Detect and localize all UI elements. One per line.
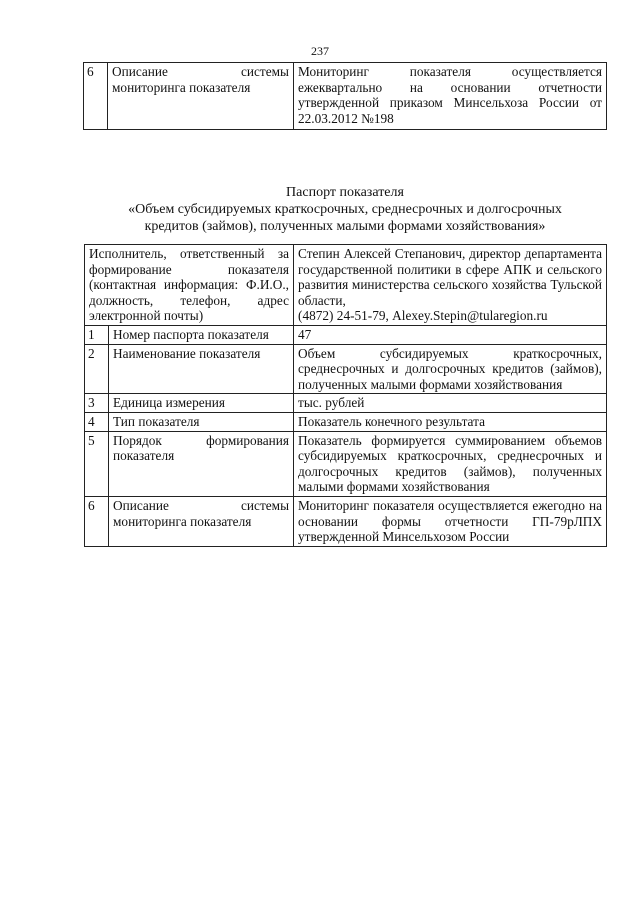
row-label: Описание системы мониторинга показателя [108, 63, 294, 130]
row-number: 5 [85, 431, 109, 496]
row-number: 6 [85, 496, 109, 546]
row-label: Порядок формирования показателя [109, 431, 294, 496]
passport-title-line: Паспорт показателя [286, 185, 404, 200]
table-row [85, 431, 607, 496]
row-number: 6 [84, 63, 108, 130]
responsible-value [294, 245, 607, 326]
responsible-name: Степин Алексей Степанович, директор департамента государственной политики в сфере АПК и сельского развития министерства сельского хозяйства Тульской области, [298, 246, 603, 308]
row-value: тыс. рублей [294, 394, 607, 413]
table-row [84, 63, 607, 130]
row-number: 4 [85, 412, 109, 431]
top-table-continuation [83, 62, 607, 130]
passport-title-line: кредитов (займов), полученных малыми формами хозяйствования» [144, 219, 546, 234]
table-row-header [85, 245, 607, 326]
row-label: Описание системы мониторинга показателя [109, 496, 294, 546]
row-number: 2 [85, 344, 109, 394]
passport-title-line: «Объем субсидируемых краткосрочных, среднесрочных и долгосрочных [128, 202, 562, 217]
row-number: 1 [85, 325, 109, 344]
row-value: Мониторинг показателя осуществляется ежегодно на основании формы отчетности ГП-79рЛПХ утвержденной Минсельхозом России [294, 496, 607, 546]
table-row [85, 344, 607, 394]
row-label: Номер паспорта показателя [109, 325, 294, 344]
table-row [85, 496, 607, 546]
table-row [85, 412, 607, 431]
passport-table [84, 244, 607, 547]
page-number: 237 [311, 44, 329, 58]
row-label: Единица измерения [109, 394, 294, 413]
row-value: Объем субсидируемых краткосрочных, среднесрочных и долгосрочных кредитов (займов), полученных малыми формами хозяйствования [294, 344, 607, 394]
responsible-contact: (4872) 24-51-79, Alexey.Stepin@tularegion.ru [298, 308, 548, 324]
table-row [85, 394, 607, 413]
row-value: Показатель конечного результата [294, 412, 607, 431]
responsible-label: Исполнитель, ответственный за формирование показателя (контактная информация: Ф.И.О., должность, телефон, адрес электронной почты) [85, 245, 294, 326]
row-value: Мониторинг показателя осуществляется ежеквартально на основании отчетности утвержденной приказом Минсельхоза России от 22.03.2012 №198 [294, 63, 607, 130]
passport-title [84, 184, 606, 235]
row-label: Наименование показателя [109, 344, 294, 394]
row-label: Тип показателя [109, 412, 294, 431]
row-value: 47 [294, 325, 607, 344]
row-number: 3 [85, 394, 109, 413]
row-value: Показатель формируется суммированием объемов субсидируемых краткосрочных, среднесрочных и долгосрочных кредитов (займов), полученных малыми формами хозяйствования [294, 431, 607, 496]
table-row [85, 325, 607, 344]
